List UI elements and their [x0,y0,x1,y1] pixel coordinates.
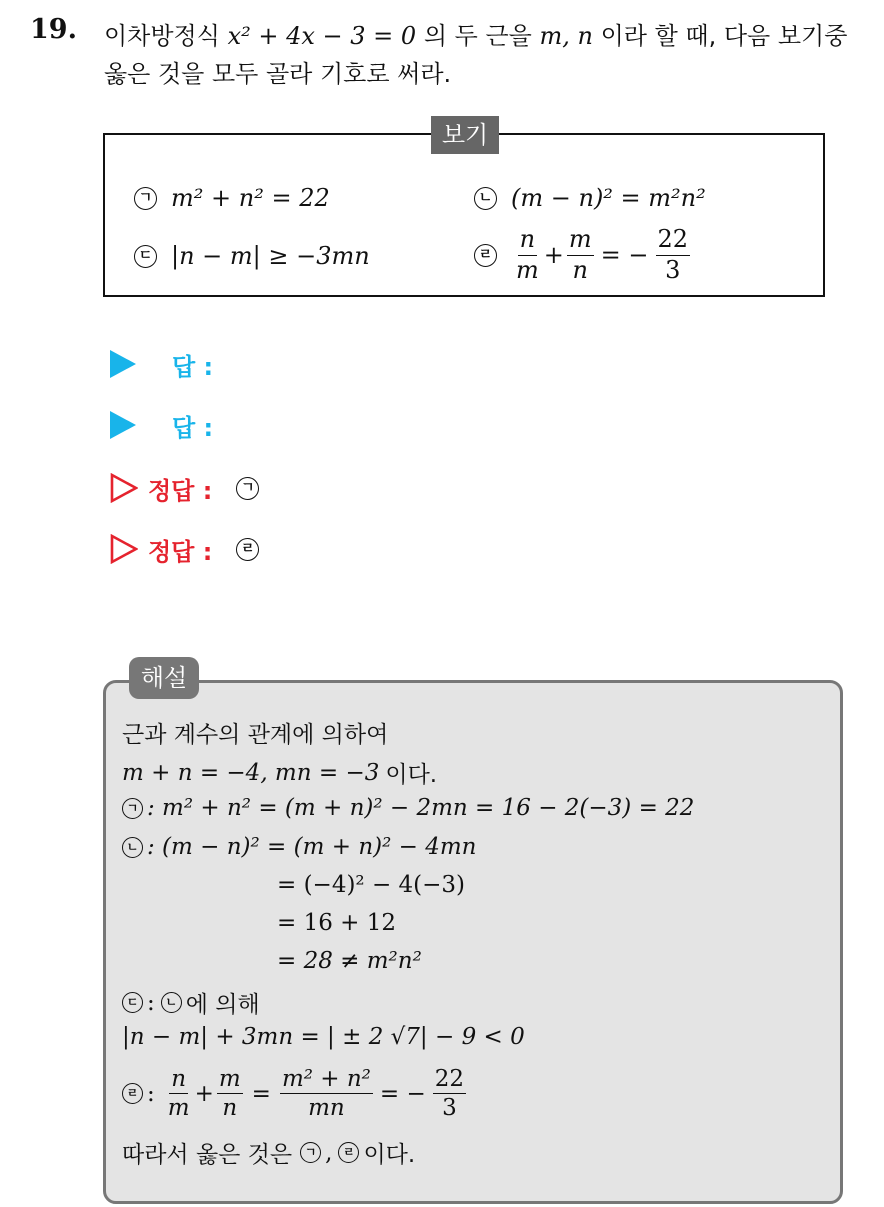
plus-sign: + [543,241,564,270]
solution-title: 해설 [129,657,199,699]
correct-answer-symbol: ㄹ [236,538,259,561]
denominator: n [222,1095,238,1122]
fraction [166,1066,192,1122]
correct-answer-row-1 [110,470,273,506]
fraction [514,226,541,284]
solution-symbol-circle: ㄱ [300,1142,321,1163]
question-vars: m, n [539,22,593,50]
solution-line-11: 따라서 옳은 것은 ㄱ , ㄹ 이다. [122,1136,415,1169]
outline-triangle-icon [110,534,138,564]
choice-item-2 [474,184,706,212]
solution-symbol-circle: ㄴ [161,992,182,1013]
denominator: 3 [442,1095,457,1122]
numerator: n [169,1066,188,1094]
fraction [280,1066,373,1122]
denominator: 3 [665,255,681,284]
choice-item-3 [134,242,370,270]
solution-line-10: ㄹ : $\frac{n}{m}$ + $\frac{m}{n}$ = $\frac{\text{m² + n²}}{mn}$ = − $\frac{22}{3}$ [122,1066,469,1122]
equals-minus: = − [379,1080,426,1107]
numerator: m [567,226,594,256]
solution-text: 에 의해 [185,992,260,1018]
question-equation: x² + 4x − 3 = 0 [227,22,417,50]
solution-text: 이다. [385,762,438,788]
question-text-c: 이라 할 때, 다음 보기중 [600,22,848,50]
solution-line-8: ㄷ : ㄴ 에 의해 [122,986,260,1019]
numerator: n [518,226,537,256]
correct-answer-label: 정답 : [148,537,213,566]
choice-expression: (m − n)² = m²n² [511,184,706,212]
numerator: 22 [433,1066,466,1094]
answer-row-2 [110,407,213,443]
question-text-a: 이차방정식 [104,22,220,50]
choice-symbol-circle: ㄴ [474,187,497,210]
play-triangle-icon [110,350,136,378]
play-triangle-icon [110,411,136,439]
question-line-2: 옳은 것을 모두 골라 기호로 써라. [104,60,452,88]
choice-item-1 [134,184,330,212]
fraction [433,1066,466,1122]
equals-sign: = [251,1080,271,1107]
correct-answer-row-2 [110,531,273,567]
solution-line-4 [122,834,476,860]
correct-answer-label: 정답 : [148,476,213,505]
solution-equation: m + n = −4, mn = −3 [122,759,380,786]
fraction [567,226,594,284]
denominator: m [516,255,539,284]
outline-triangle-icon [110,473,138,503]
plus-sign: + [194,1080,214,1107]
denominator: n [572,255,588,284]
numerator: 22 [656,226,691,256]
answer-row-1 [110,346,213,382]
choice-symbol-circle: ㄹ [474,244,497,267]
numerator: m [217,1066,243,1094]
equals-minus: = − [600,241,649,270]
denominator: m [167,1095,190,1122]
numerator: m² + n² [280,1066,373,1094]
denominator: mn [308,1095,345,1122]
question-line-1 [104,16,847,51]
solution-symbol-circle: ㄷ [122,992,143,1013]
solution-text: 이다. [363,1142,416,1168]
choice-expression: |n − m| ≥ −3mn [171,242,370,270]
choices-box-title: 보기 [431,116,499,154]
solution-symbol-circle: ㄹ [338,1142,359,1163]
choice-item-4 [474,226,693,284]
solution-line-5: = (−4)² − 4(−3) [277,872,466,898]
solution-text: 따라서 옳은 것은 [122,1142,293,1168]
solution-symbol-circle: ㄹ [122,1083,143,1104]
answer-label: 답 : [172,352,214,381]
solution-line-1: 근과 계수의 관계에 의하여 [122,722,389,748]
solution-line-3 [122,795,694,821]
solution-line-6: = 16 + 12 [277,910,397,936]
fraction [217,1066,243,1122]
question-text-b: 의 두 근을 [423,22,532,50]
choice-symbol-circle: ㄷ [134,245,157,268]
fraction [656,226,691,284]
solution-equation: : (m − n)² = (m + n)² − 4mn [147,834,477,860]
solution-symbol-circle: ㄴ [122,837,143,858]
choice-symbol-circle: ㄱ [134,187,157,210]
answer-label: 답 : [172,413,214,442]
solution-line-2 [122,756,437,789]
choice-expression: m² + n² = 22 [171,184,330,212]
correct-answer-symbol: ㄱ [236,477,259,500]
solution-line-7: = 28 ≠ m²n² [277,948,422,974]
solution-line-9: |n − m| + 3mn = | ± 2 √7| − 9 < 0 [122,1024,525,1050]
solution-symbol-circle: ㄱ [122,798,143,819]
choices-box [103,133,825,297]
solution-equation: : m² + n² = (m + n)² − 2mn = 16 − 2(−3) = 22 [147,795,695,821]
question-number: 19. [30,14,77,45]
